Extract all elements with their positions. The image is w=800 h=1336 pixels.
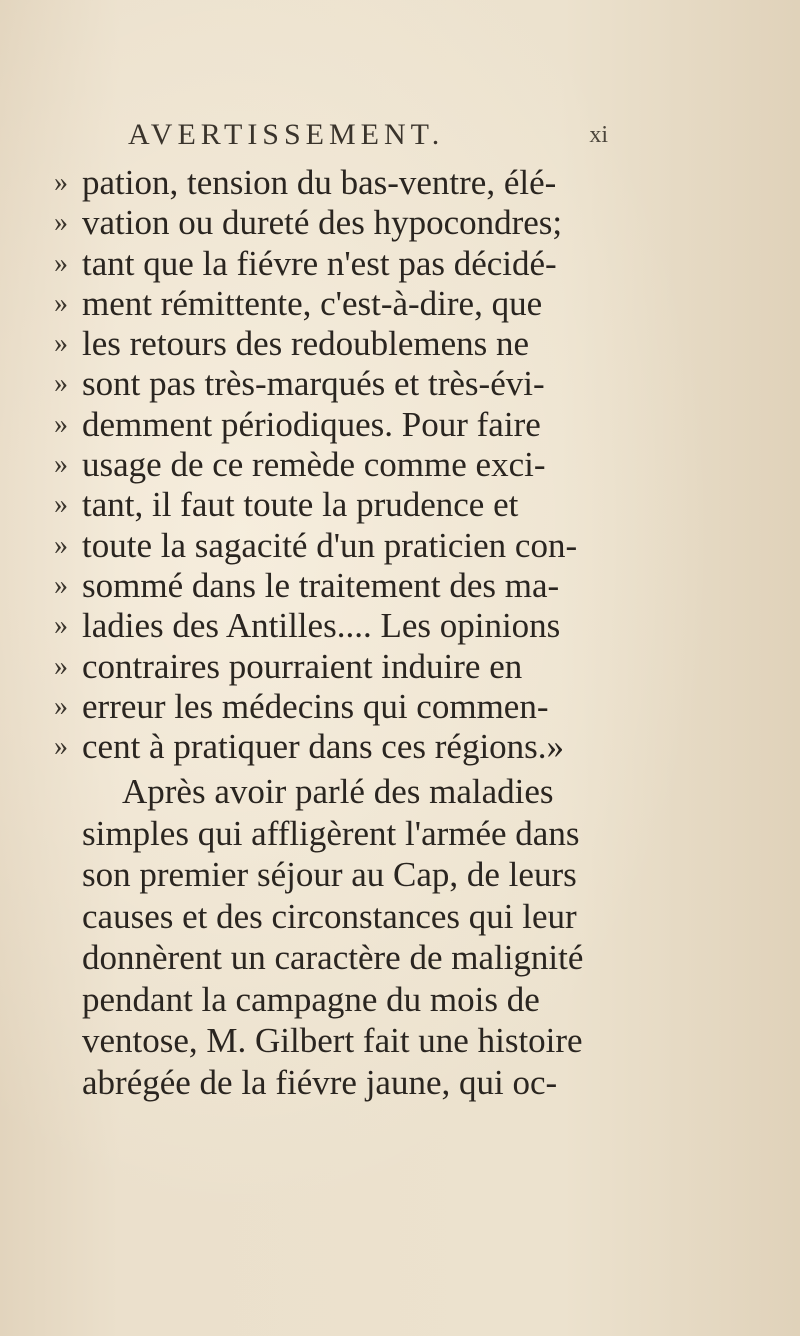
quote-line: [36, 163, 756, 203]
quote-mark: »: [54, 449, 68, 481]
quote-mark: »: [54, 328, 68, 360]
quote-mark: »: [54, 368, 68, 400]
quote-line: [36, 566, 756, 606]
page-header: [128, 118, 608, 158]
quote-mark: »: [54, 529, 68, 561]
quote-text: ladies des Antilles.... Les opinions: [82, 606, 561, 646]
page-number: xi: [589, 122, 608, 148]
quote-text: sont pas très-marqués et très-évi-: [82, 364, 545, 404]
paragraph-line: simples qui affligèrent l'armée dans: [82, 813, 580, 853]
quote-line: [36, 526, 756, 566]
quote-text: pation, tension du bas-ventre, élé-: [82, 163, 557, 202]
paragraph-line: son premier séjour au Cap, de leurs: [82, 855, 577, 894]
quoted-passage: [36, 163, 756, 767]
body-paragraph: [82, 771, 762, 1103]
quote-text: contraires pourraient induire en: [82, 646, 523, 686]
quote-text: ment rémittente, c'est-à-dire, que: [82, 283, 543, 323]
quote-mark: »: [54, 610, 68, 642]
quote-text: sommé dans le traitement des ma-: [82, 565, 560, 605]
quote-mark: »: [54, 287, 68, 319]
quote-text: usage de ce remède comme exci-: [82, 445, 546, 485]
paragraph-line: causes et des circonstances qui leur: [82, 896, 577, 936]
quote-text: demment périodiques. Pour faire: [82, 404, 541, 444]
quote-mark: »: [54, 731, 68, 763]
paragraph-line: Après avoir parlé des maladies: [122, 772, 554, 811]
paragraph-line: pendant la campagne du mois de: [82, 979, 540, 1019]
quote-line: [36, 364, 756, 404]
quote-text: toute la sagacité d'un praticien con-: [82, 525, 578, 565]
quote-text: cent à pratiquer dans ces régions.»: [82, 727, 565, 767]
quote-line: [36, 244, 756, 284]
running-head: AVERTISSEMENT.: [128, 118, 445, 151]
quote-line: [36, 647, 756, 687]
quote-mark: »: [54, 690, 68, 722]
quote-line: [36, 324, 756, 364]
quote-text: erreur les médecins qui commen-: [82, 686, 549, 726]
quote-line: [36, 445, 756, 485]
quote-mark: »: [54, 650, 68, 682]
quote-mark: »: [54, 569, 68, 601]
paragraph-line: donnèrent un caractère de malignité: [82, 938, 584, 977]
quote-mark: »: [54, 408, 68, 440]
quote-line: [36, 405, 756, 445]
quote-line: [36, 727, 756, 767]
quote-line: [36, 606, 756, 646]
quote-mark: »: [54, 247, 68, 279]
quote-text: les retours des redoublemens ne: [82, 324, 530, 364]
quote-line: [36, 687, 756, 727]
quote-text: vation ou dureté des hypocondres;: [82, 203, 563, 243]
quote-line: [36, 284, 756, 324]
quote-mark: »: [54, 489, 68, 521]
quote-line: [36, 485, 756, 525]
quote-mark: »: [54, 167, 68, 198]
quote-text: tant que la fiévre n'est pas décidé-: [82, 243, 557, 283]
quote-line: [36, 203, 756, 243]
quote-mark: »: [54, 207, 68, 239]
paragraph-line: ventose, M. Gilbert fait une histoire: [82, 1021, 583, 1060]
quote-text: tant, il faut toute la prudence et: [82, 485, 519, 525]
paragraph-line: abrégée de la fiévre jaune, qui oc-: [82, 1062, 558, 1102]
